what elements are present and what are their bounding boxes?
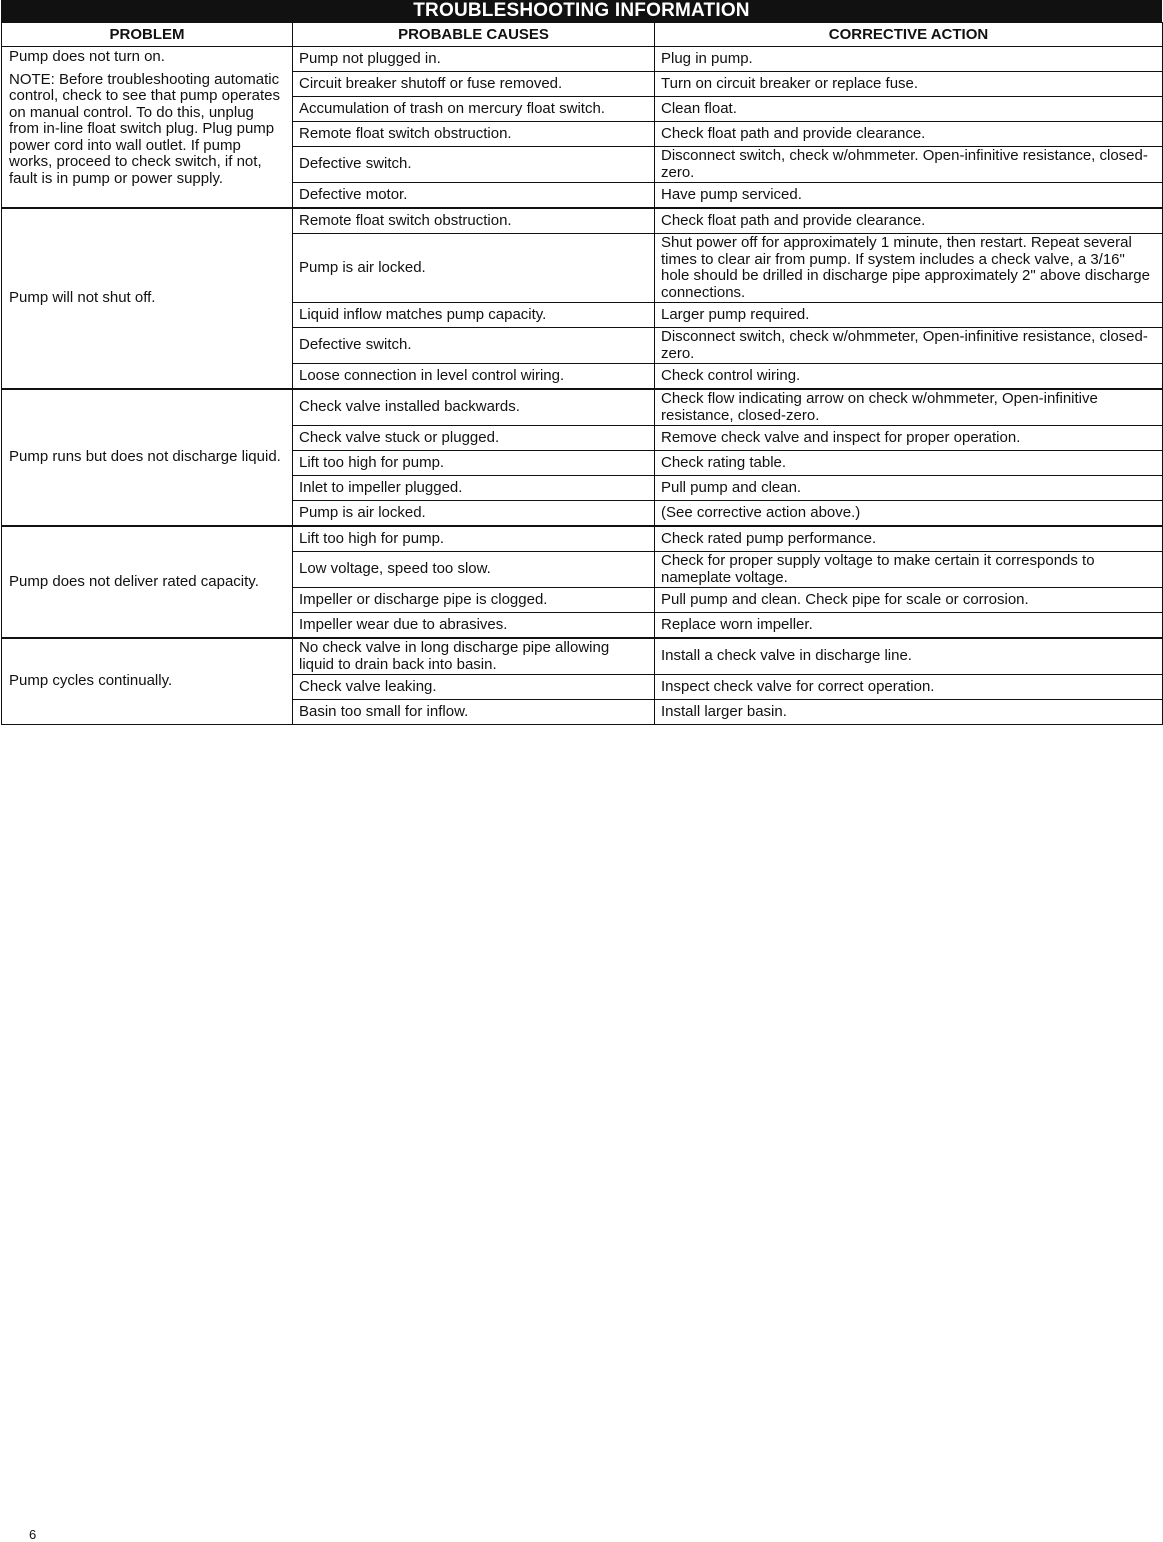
corrective-action-cell: Check rated pump performance. — [655, 526, 1163, 552]
corrective-action-cell: Pull pump and clean. — [655, 476, 1163, 501]
corrective-action-cell: Inspect check valve for correct operation. — [655, 675, 1163, 700]
probable-cause-cell: Pump not plugged in. — [293, 47, 655, 72]
corrective-action-cell: Shut power off for approximately 1 minute, then restart. Repeat several times to clear air from pump. If system includes a check valve, a 3/16" hole should be drilled in discharge pipe approximately 2" above discharge connections. — [655, 234, 1163, 303]
corrective-action-cell: Check float path and provide clearance. — [655, 208, 1163, 234]
problem-cell — [2, 526, 293, 638]
header-probable-causes: PROBABLE CAUSES — [293, 23, 655, 47]
corrective-action-cell: Check rating table. — [655, 451, 1163, 476]
probable-cause-cell: Lift too high for pump. — [293, 526, 655, 552]
probable-cause-cell: Accumulation of trash on mercury float switch. — [293, 97, 655, 122]
corrective-action-cell: Disconnect switch, check w/ohmmeter, Open-infinitive resistance, closed-zero. — [655, 328, 1163, 364]
table-row — [2, 208, 1163, 234]
problem-note: NOTE: Before troubleshooting automatic control, check to see that pump operates on manual control. To do this, unplug from in-line float switch plug. Plug pump power cord into wall outlet. If pump works, proceed to check switch, if not, fault is in pump or power supply. — [9, 70, 280, 187]
corrective-action-cell: Pull pump and clean. Check pipe for scale or corrosion. — [655, 588, 1163, 613]
corrective-action-cell: Install a check valve in discharge line. — [655, 638, 1163, 675]
troubleshooting-sheet — [1, 0, 1162, 725]
corrective-action-cell: Check for proper supply voltage to make certain it corresponds to nameplate voltage. — [655, 552, 1163, 588]
table-row — [2, 47, 1163, 72]
probable-cause-cell: Remote float switch obstruction. — [293, 208, 655, 234]
header-row — [2, 23, 1163, 47]
probable-cause-cell: Remote float switch obstruction. — [293, 122, 655, 147]
corrective-action-cell: Install larger basin. — [655, 700, 1163, 725]
probable-cause-cell: Impeller wear due to abrasives. — [293, 613, 655, 639]
problem-text: Pump does not turn on. — [9, 48, 165, 65]
probable-cause-cell: Check valve leaking. — [293, 675, 655, 700]
problem-text: Pump cycles continually. — [9, 672, 173, 690]
corrective-action-cell: Replace worn impeller. — [655, 613, 1163, 639]
problem-text: Pump will not shut off. — [9, 289, 156, 307]
corrective-action-cell: Clean float. — [655, 97, 1163, 122]
problem-text: Pump runs but does not discharge liquid. — [9, 448, 281, 466]
probable-cause-cell: Circuit breaker shutoff or fuse removed. — [293, 72, 655, 97]
problem-cell — [2, 208, 293, 389]
corrective-action-cell: Have pump serviced. — [655, 183, 1163, 209]
table-body — [2, 47, 1163, 725]
problem-cell — [2, 638, 293, 725]
table-row — [2, 389, 1163, 426]
corrective-action-cell: Disconnect switch, check w/ohmmeter. Open-infinitive resistance, closed-zero. — [655, 147, 1163, 183]
probable-cause-cell: Check valve installed backwards. — [293, 389, 655, 426]
probable-cause-cell: Pump is air locked. — [293, 234, 655, 303]
corrective-action-cell: (See corrective action above.) — [655, 501, 1163, 527]
probable-cause-cell: No check valve in long discharge pipe allowing liquid to drain back into basin. — [293, 638, 655, 675]
header-corrective-action: CORRECTIVE ACTION — [655, 23, 1163, 47]
header-problem: PROBLEM — [2, 23, 293, 47]
probable-cause-cell: Liquid inflow matches pump capacity. — [293, 303, 655, 328]
table-row — [2, 638, 1163, 675]
corrective-action-cell: Plug in pump. — [655, 47, 1163, 72]
problem-text: Pump does not deliver rated capacity. — [9, 572, 259, 590]
corrective-action-cell: Larger pump required. — [655, 303, 1163, 328]
probable-cause-cell: Pump is air locked. — [293, 501, 655, 527]
page-number: 6 — [29, 1527, 37, 1542]
corrective-action-cell: Remove check valve and inspect for proper operation. — [655, 426, 1163, 451]
probable-cause-cell: Defective motor. — [293, 183, 655, 209]
probable-cause-cell: Defective switch. — [293, 147, 655, 183]
table-row — [2, 526, 1163, 552]
corrective-action-cell: Check control wiring. — [655, 364, 1163, 390]
troubleshooting-table — [1, 22, 1163, 725]
page-title: TROUBLESHOOTING INFORMATION — [1, 0, 1162, 22]
probable-cause-cell: Loose connection in level control wiring. — [293, 364, 655, 390]
probable-cause-cell: Inlet to impeller plugged. — [293, 476, 655, 501]
corrective-action-cell: Check flow indicating arrow on check w/ohmmeter, Open-infinitive resistance, closed-zero. — [655, 389, 1163, 426]
probable-cause-cell: Defective switch. — [293, 328, 655, 364]
problem-cell — [2, 47, 293, 209]
problem-cell — [2, 389, 293, 526]
probable-cause-cell: Basin too small for inflow. — [293, 700, 655, 725]
corrective-action-cell: Turn on circuit breaker or replace fuse. — [655, 72, 1163, 97]
probable-cause-cell: Impeller or discharge pipe is clogged. — [293, 588, 655, 613]
probable-cause-cell: Check valve stuck or plugged. — [293, 426, 655, 451]
probable-cause-cell: Low voltage, speed too slow. — [293, 552, 655, 588]
probable-cause-cell: Lift too high for pump. — [293, 451, 655, 476]
corrective-action-cell: Check float path and provide clearance. — [655, 122, 1163, 147]
